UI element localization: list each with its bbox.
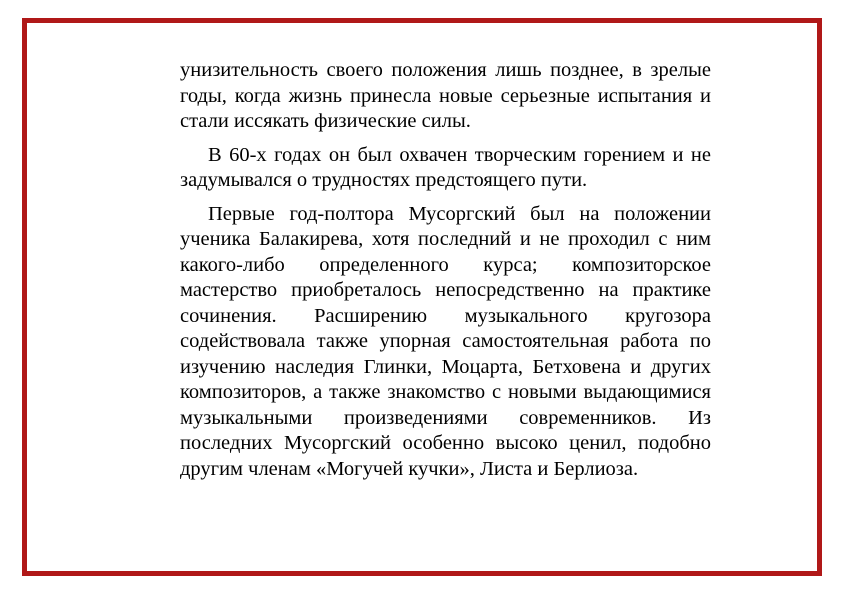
- text-body: [180, 58, 711, 490]
- paragraph-1: унизительность своего положения лишь позднее, в зрелые годы, когда жизнь принесла новые серьезные испытания и стали иссякать физические силы.: [180, 59, 711, 132]
- paragraph-2: В 60-х годах он был охвачен творческим горением и не задумывался о трудностях предстоящего пути.: [180, 143, 711, 191]
- paragraph-3: Первые год-полтора Мусоргский был на положении ученика Балакирева, хотя последний и не проходил с ним какого-либо определенного курса; композиторское мастерство приобреталось непосредственно на практике сочинения. Расширению музыкального кругозора содействовала также упорная самостоятельная работа по изучению наследия Глинки, Моцарта, Бетховена и других композиторов, а также знакомство с новыми выдающимися музыкальными произведениями современников. Из последних Мусоргский особенно высоко ценил, подобно другим членам «Могучей кучки», Листа и Берлиоза.: [180, 202, 711, 480]
